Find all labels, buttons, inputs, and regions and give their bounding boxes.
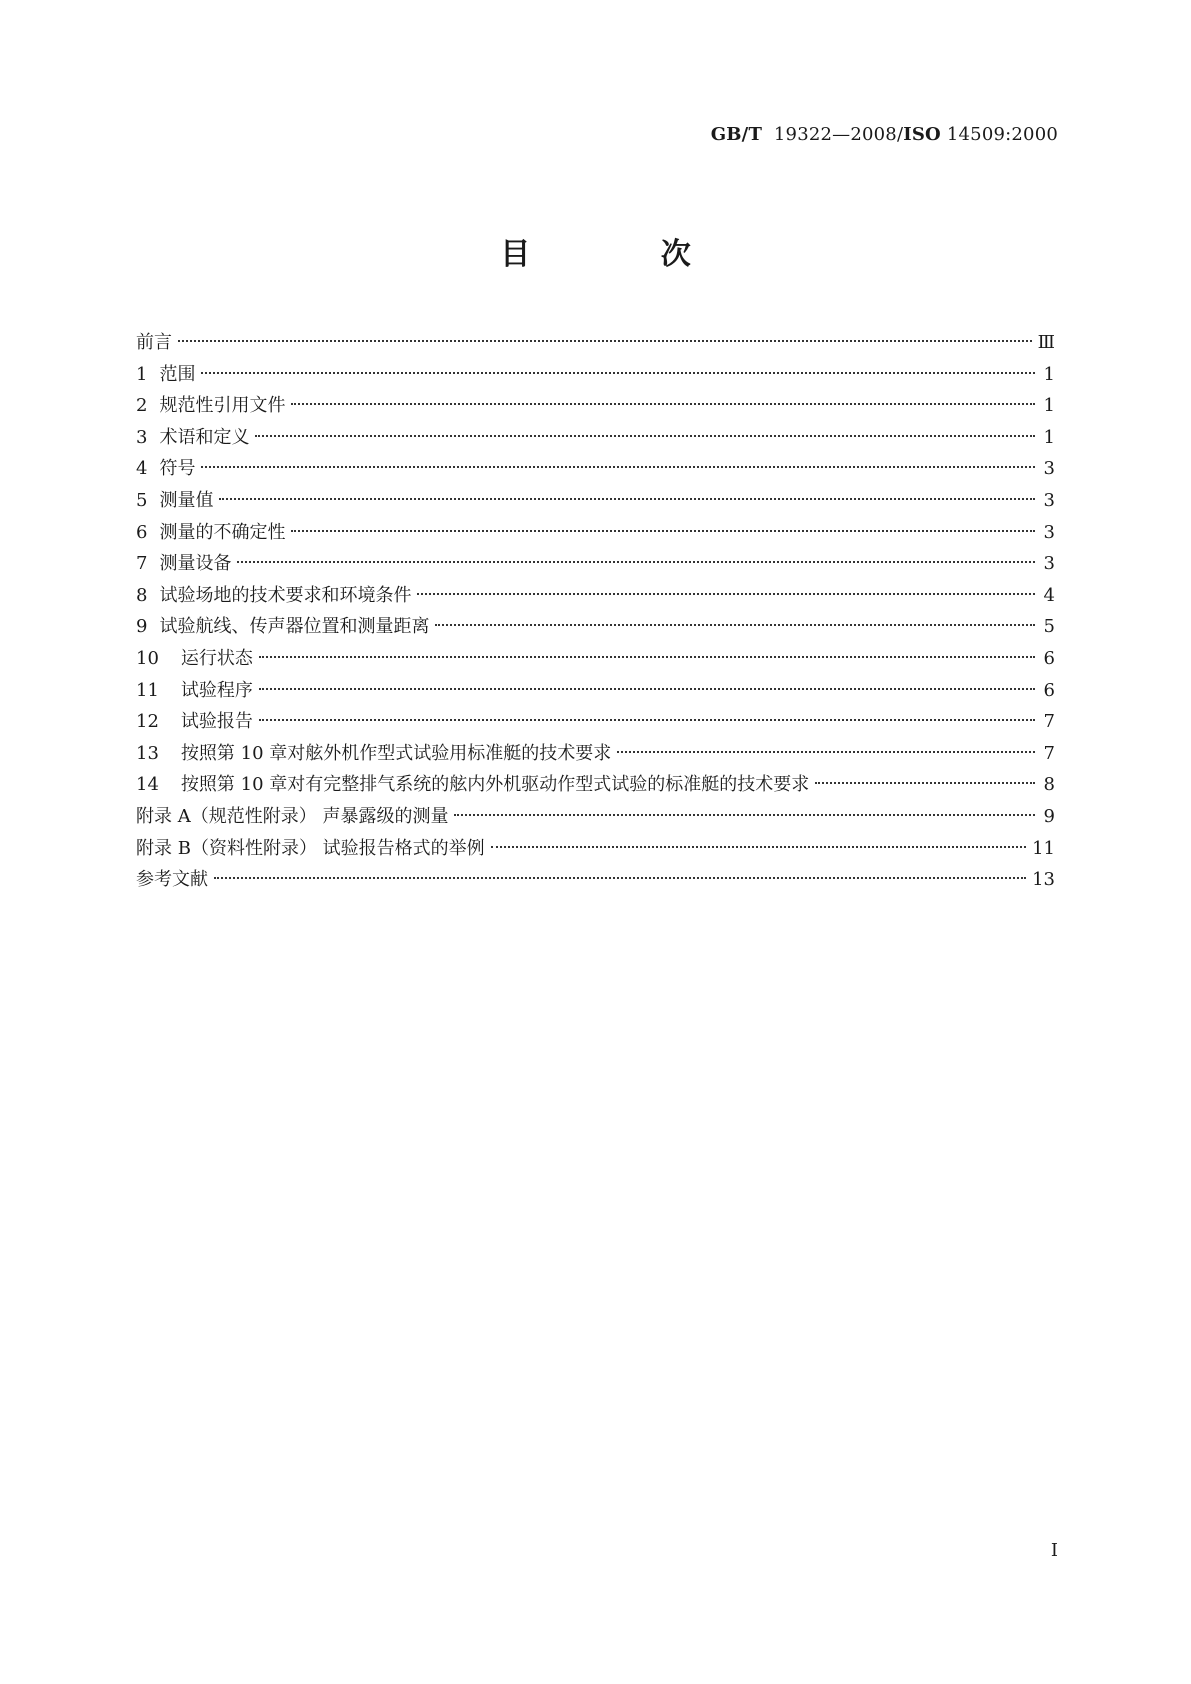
toc-entry-page: 11 <box>1032 837 1055 859</box>
table-of-contents <box>136 327 1055 896</box>
toc-entry[interactable] <box>136 390 1055 422</box>
toc-entry-label: 运行状态 <box>180 647 253 669</box>
standard-prefix: GB/T <box>710 124 763 145</box>
iso-number: 14509:2000 <box>946 124 1058 145</box>
toc-entry[interactable] <box>136 738 1055 770</box>
toc-entry-page: 3 <box>1043 489 1055 511</box>
toc-dot-leader <box>617 751 1035 753</box>
toc-entry[interactable] <box>136 675 1055 707</box>
toc-entry-page: 8 <box>1043 774 1055 796</box>
toc-dot-leader <box>291 403 1035 405</box>
standard-number-header <box>711 124 1058 145</box>
toc-entry[interactable] <box>136 611 1055 643</box>
toc-entry[interactable] <box>136 580 1055 612</box>
toc-entry-label: 测量设备 <box>159 553 232 575</box>
toc-entry-number: 14 <box>136 774 159 796</box>
toc-entry-label: 前言 <box>136 332 172 353</box>
toc-dot-leader <box>259 719 1035 721</box>
toc-entry-page: 1 <box>1043 395 1055 417</box>
toc-dot-leader <box>435 624 1035 626</box>
toc-entry[interactable] <box>136 833 1055 865</box>
toc-entry-page: 6 <box>1043 647 1055 669</box>
toc-entry[interactable] <box>136 453 1055 485</box>
toc-entry[interactable] <box>136 769 1055 801</box>
toc-entry-label: 试验报告 <box>180 711 253 733</box>
toc-entry-page: 7 <box>1043 742 1055 764</box>
toc-entry[interactable] <box>136 801 1055 833</box>
toc-dot-leader <box>491 846 1026 848</box>
toc-entry-number: 3 <box>136 426 148 448</box>
toc-entry-label: 规范性引用文件 <box>159 395 286 417</box>
toc-dot-leader <box>259 688 1035 690</box>
toc-entry[interactable] <box>136 327 1055 359</box>
toc-entry-number: 9 <box>136 616 148 638</box>
toc-entry-page: 3 <box>1043 553 1055 575</box>
toc-entry-label: 范围 <box>159 363 196 385</box>
toc-entry-page: 3 <box>1043 521 1055 543</box>
toc-entry-label: 附录 B（资料性附录） 试验报告格式的举例 <box>136 837 485 859</box>
toc-entry-label: 测量值 <box>159 489 214 511</box>
toc-entry-page: 1 <box>1043 426 1055 448</box>
page-number: I <box>1050 1540 1058 1561</box>
toc-entry-page: 6 <box>1043 679 1055 701</box>
toc-entry-page: 13 <box>1032 869 1055 891</box>
iso-prefix: ISO <box>903 124 941 145</box>
toc-entry[interactable] <box>136 485 1055 517</box>
toc-dot-leader <box>255 435 1035 437</box>
toc-dot-leader <box>237 561 1035 563</box>
toc-entry-page: 1 <box>1043 363 1055 385</box>
toc-entry-label: 按照第 10 章对有完整排气系统的舷内外机驱动作型式试验的标准艇的技术要求 <box>180 774 810 796</box>
toc-entry-number: 6 <box>136 521 148 543</box>
toc-entry-label: 术语和定义 <box>159 426 250 448</box>
toc-entry-number: 5 <box>136 489 148 511</box>
toc-entry[interactable] <box>136 706 1055 738</box>
toc-entry[interactable] <box>136 517 1055 549</box>
toc-dot-leader <box>201 372 1035 374</box>
standard-number: 19322—2008/ <box>773 124 904 145</box>
toc-entry-page: 9 <box>1043 805 1055 827</box>
toc-entry-label: 参考文献 <box>136 869 208 891</box>
toc-entry-label: 测量的不确定性 <box>159 521 286 543</box>
toc-dot-leader <box>219 498 1035 500</box>
toc-dot-leader <box>815 782 1035 784</box>
toc-entry-label: 试验航线、传声器位置和测量距离 <box>159 616 430 638</box>
toc-entry-number: 1 <box>136 363 148 385</box>
toc-dot-leader <box>178 340 1032 342</box>
toc-entry-number: 4 <box>136 458 148 480</box>
toc-entry[interactable] <box>136 422 1055 454</box>
toc-entry-number: 13 <box>136 742 159 764</box>
toc-entry-page: 4 <box>1043 584 1055 606</box>
toc-dot-leader <box>214 877 1026 879</box>
toc-entry-label: 试验程序 <box>180 679 253 701</box>
toc-dot-leader <box>291 530 1035 532</box>
toc-entry-page: 3 <box>1043 458 1055 480</box>
toc-entry-label: 按照第 10 章对舷外机作型式试验用标准艇的技术要求 <box>180 742 612 764</box>
toc-entry-number: 7 <box>136 553 148 575</box>
toc-entry[interactable] <box>136 643 1055 675</box>
toc-dot-leader <box>454 814 1035 816</box>
toc-entry-label: 试验场地的技术要求和环境条件 <box>159 584 412 606</box>
toc-entry-page: 5 <box>1043 616 1055 638</box>
toc-entry-number: 11 <box>136 679 159 701</box>
toc-entry[interactable] <box>136 548 1055 580</box>
toc-entry-page: 7 <box>1043 711 1055 733</box>
toc-entry-label: 符号 <box>159 458 196 480</box>
toc-entry[interactable] <box>136 864 1055 896</box>
toc-entry-label: 附录 A（规范性附录） 声暴露级的测量 <box>136 805 449 827</box>
toc-dot-leader <box>201 466 1035 468</box>
toc-entry-number: 12 <box>136 711 159 733</box>
toc-entry[interactable] <box>136 359 1055 391</box>
toc-dot-leader <box>417 593 1035 595</box>
toc-entry-page: Ⅲ <box>1037 332 1055 353</box>
toc-entry-number: 2 <box>136 395 148 417</box>
toc-entry-number: 10 <box>136 647 159 669</box>
toc-entry-number: 8 <box>136 584 148 606</box>
toc-dot-leader <box>259 656 1035 658</box>
toc-title: 目 次 <box>500 237 751 272</box>
